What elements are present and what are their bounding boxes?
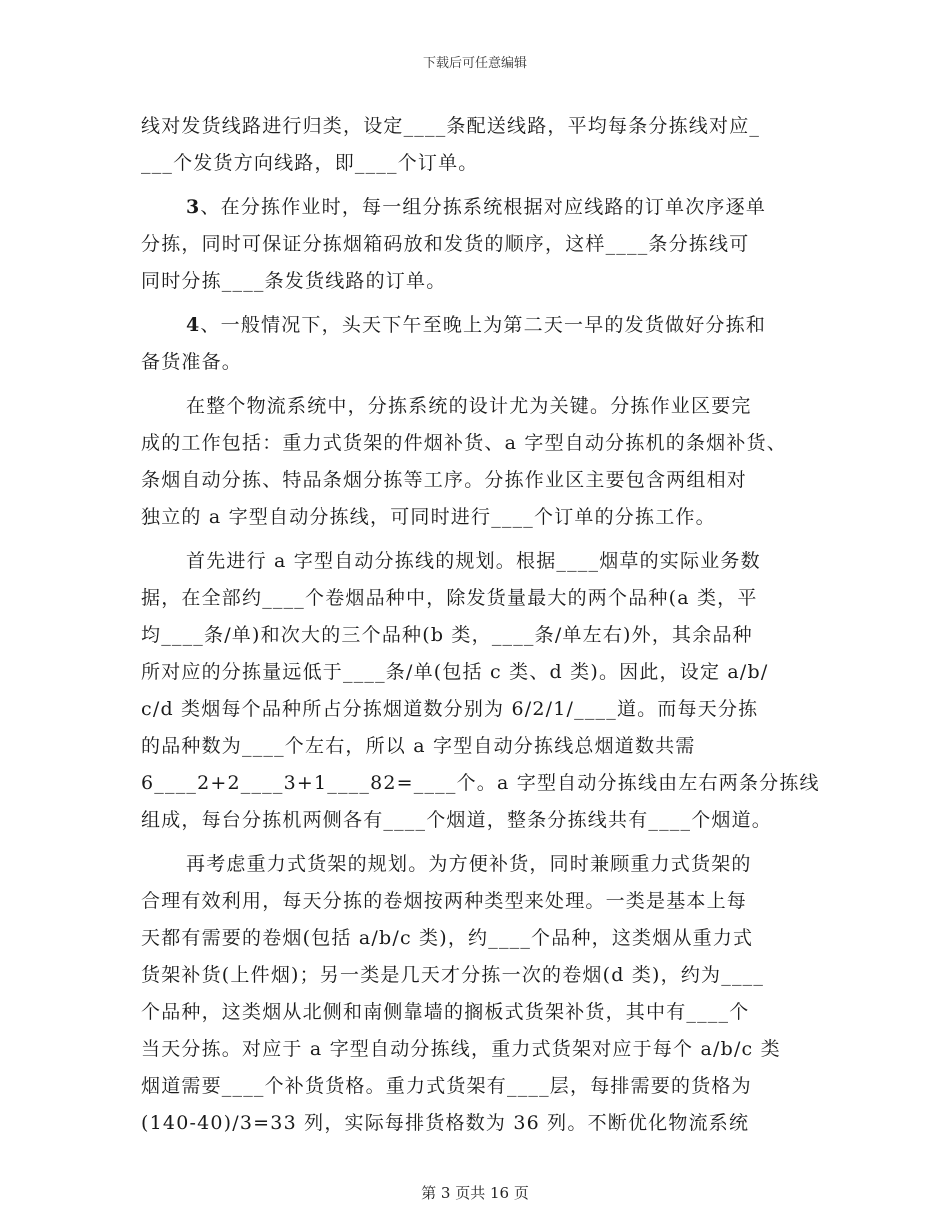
text-line: 货架补货(上件烟)；另一类是几天才分拣一次的卷烟(d 类)，约为____ (141, 964, 765, 986)
text-line: 个品种，这类烟从北侧和南侧靠墙的搁板式货架补货，其中有____个 (141, 1001, 750, 1023)
text-line: 独立的 a 字型自动分拣线，可同时进行____个订单的分拣工作。 (141, 506, 716, 528)
text-line: 据，在全部约____个卷烟品种中，除发货量最大的两个品种(a 类，平 (141, 587, 758, 609)
text-line: 所对应的分拣量远低于____条/单(包括 c 类、d 类)。因此，设定 a/b/ (141, 661, 769, 683)
text-line: 合理有效利用，每天分拣的卷烟按两种类型来处理。一类是基本上每 (141, 890, 748, 912)
text-line: ___个发货方向线路，即____个订单。 (141, 152, 479, 174)
text-line: 线对发货线路进行归类，设定____条配送线路，平均每条分拣线对应_ (141, 115, 761, 137)
text-line: 备货准备。 (141, 351, 243, 373)
text-line-content: 、在分拣作业时，每一组分拣系统根据对应线路的订单次序逐单 (200, 196, 767, 218)
text-line: 条烟自动分拣、特品条烟分拣等工序。分拣作业区主要包含两组相对 (141, 469, 748, 491)
paragraph-item-3 (141, 189, 841, 300)
text-line-content: 、一般情况下，头天下午至晚上为第二天一早的发货做好分拣和 (200, 314, 767, 336)
page-header: 下载后可任意编辑 (422, 56, 527, 71)
item-number: 4 (186, 314, 201, 336)
paragraph-item-4 (141, 307, 841, 381)
text-line: 首先进行 a 字型自动分拣线的规划。根据____烟草的实际业务数 (186, 550, 761, 572)
paragraph (141, 108, 841, 182)
text-line: 成的工作包括：重力式货架的件烟补货、a 字型自动分拣机的条烟补货、 (141, 432, 787, 454)
paragraph (141, 543, 841, 839)
text-line: 6____2+2____3+1____82=____个。a 字型自动分拣线由左右两条分拣线 (141, 772, 820, 794)
item-number: 3 (186, 196, 201, 218)
text-line (141, 307, 841, 344)
text-line: 在整个物流系统中，分拣系统的设计尤为关键。分拣作业区要完 (186, 395, 752, 417)
text-line: 均____条/单)和次大的三个品种(b 类，____条/单左右)外，其余品种 (141, 624, 753, 646)
text-line: 烟道需要____个补货货格。重力式货架有____层，每排需要的货格为 (141, 1075, 752, 1097)
document-body (141, 108, 841, 1149)
text-line (141, 189, 841, 226)
text-line: 当天分拣。对应于 a 字型自动分拣线，重力式货架对应于每个 a/b/c 类 (141, 1038, 781, 1060)
paragraph (141, 846, 841, 1142)
text-line: (140-40)/3=33 列，实际每排货格数为 36 列。不断优化物流系统 (141, 1112, 750, 1134)
page-footer: 第 3 页共 16 页 (421, 1184, 529, 1202)
paragraph (141, 388, 841, 536)
text-line: 的品种数为____个左右，所以 a 字型自动分拣线总烟道数共需 (141, 735, 696, 757)
text-line: c/d 类烟每个品种所占分拣烟道数分别为 6/2/1/____道。而每天分拣 (141, 698, 759, 720)
text-line: 再考虑重力式货架的规划。为方便补货，同时兼顾重力式货架的 (186, 853, 752, 875)
text-line: 同时分拣____条发货线路的订单。 (141, 270, 447, 292)
text-line: 分拣，同时可保证分拣烟箱码放和发货的顺序，这样____条分拣线可 (141, 233, 750, 255)
text-line: 组成，每台分拣机两侧各有____个烟道，整条分拣线共有____个烟道。 (141, 809, 773, 831)
text-line: 天都有需要的卷烟(包括 a/b/c 类)，约____个品种，这类烟从重力式 (141, 927, 754, 949)
